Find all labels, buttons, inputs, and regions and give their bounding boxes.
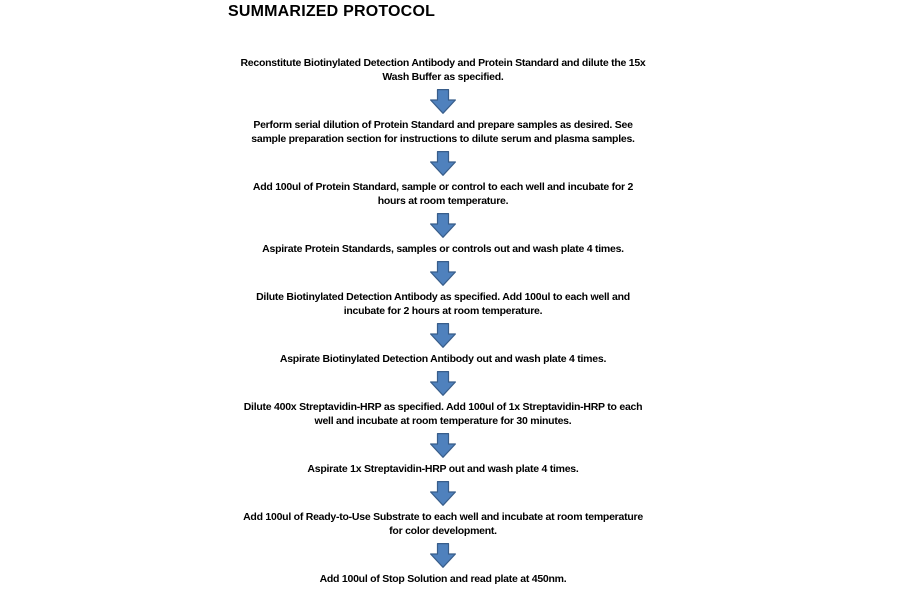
flow-step-line: hours at room temperature. <box>377 195 509 207</box>
flow-step-line: Perform serial dilution of Protein Standard and prepare samples as desired. See <box>253 119 633 131</box>
down-arrow-icon <box>430 261 456 286</box>
flow-step-line: Dilute Biotinylated Detection Antibody as specified. Add 100ul to each well and <box>256 291 630 303</box>
down-arrow-icon <box>430 433 456 458</box>
flow-step-line: Add 100ul of Ready-to-Use Substrate to each well and incubate at room temperature <box>243 511 643 523</box>
flow-step-line: Aspirate Biotinylated Detection Antibody out and wash plate 4 times. <box>279 353 607 365</box>
down-arrow-icon <box>430 213 456 238</box>
down-arrow-icon <box>430 323 456 348</box>
flow-step-line: well and incubate at room temperature for 30 minutes. <box>314 415 572 427</box>
protocol-flowchart <box>203 56 683 586</box>
down-arrow-icon <box>430 89 456 114</box>
flow-step-line: Aspirate Protein Standards, samples or controls out and wash plate 4 times. <box>262 243 624 255</box>
flow-step <box>243 510 643 538</box>
flow-step-line: sample preparation section for instructions to dilute serum and plasma samples. <box>251 133 635 145</box>
down-arrow-icon <box>430 543 456 568</box>
flow-step <box>320 572 567 586</box>
flow-step <box>253 180 633 208</box>
flow-step <box>280 352 606 366</box>
flow-step-line: incubate for 2 hours at room temperature. <box>343 305 543 317</box>
down-arrow-icon <box>430 371 456 396</box>
down-arrow-icon <box>430 481 456 506</box>
flow-step <box>256 290 630 318</box>
page-title: SUMMARIZED PROTOCOL <box>228 3 436 20</box>
flow-step-line: Add 100ul of Protein Standard, sample or control to each well and incubate for 2 <box>252 181 634 193</box>
flow-step-line: Aspirate 1x Streptavidin-HRP out and wash plate 4 times. <box>307 463 579 475</box>
flow-step-line: for color development. <box>389 525 497 537</box>
flow-step-line: Dilute 400x Streptavidin-HRP as specified. Add 100ul of 1x Streptavidin-HRP to each <box>243 401 643 413</box>
flow-step-line: Add 100ul of Stop Solution and read plate at 450nm. <box>319 573 567 585</box>
flow-step <box>307 462 578 476</box>
flow-step-line: Reconstitute Biotinylated Detection Antibody and Protein Standard and dilute the 15x <box>240 57 646 69</box>
flow-step <box>251 118 634 146</box>
flow-step-line: Wash Buffer as specified. <box>382 71 504 83</box>
flow-step <box>244 400 643 428</box>
down-arrow-icon <box>430 151 456 176</box>
flow-step <box>262 242 624 256</box>
flow-step <box>240 56 645 84</box>
